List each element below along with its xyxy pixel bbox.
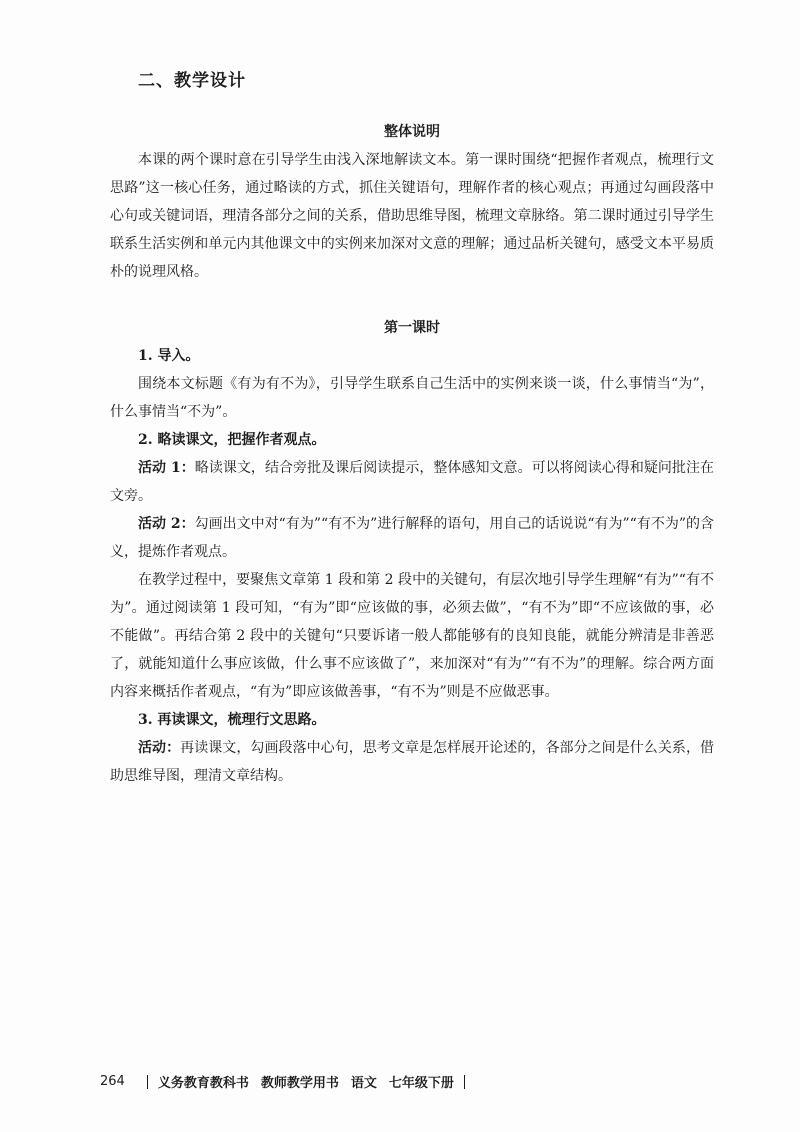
footer-grade: 七年级下册 [388, 1076, 454, 1091]
page-footer [100, 1072, 475, 1091]
step1-heading: 1. 导入。 [138, 348, 200, 364]
activity1-label: 活动 1： [138, 460, 195, 476]
footer-divider-end [464, 1075, 465, 1089]
step3-activity-paragraph [110, 734, 714, 790]
step2-heading: 2. 略读课文，把握作者观点。 [138, 432, 326, 448]
footer-subject: 语文 [350, 1076, 377, 1091]
step3-activity-text: 再读课文，勾画段落中心句，思考文章是怎样展开论述的，各部分之间是什么关系，借助思维导图，理清文章结构。 [110, 740, 715, 784]
section-heading: 二、教学设计 [138, 71, 246, 91]
activity1-paragraph [110, 454, 714, 510]
footer-book-series: 义务教育教科书 [157, 1076, 249, 1091]
step3-activity-label: 活动： [138, 740, 181, 756]
activity2-text: 勾画出文中对“有为”“有不为”进行解释的语句，用自己的话说说“有为”“有不为”的含义，提炼作者观点。 [110, 516, 714, 560]
step1-text: 围绕本文标题《有为有不为》，引导学生联系自己生活中的实例来谈一谈，什么事情当“为”，什么事情当“不为”。 [110, 376, 714, 420]
page-number: 264 [100, 1074, 125, 1089]
step2-explanation: 在教学过程中，要聚焦文章第 1 段和第 2 段中的关键句，有层次地引导学生理解“有为”“有不为”。通过阅读第 1 段可知，“有为”即“应该做的事，必须去做”，“有不为”即“不应该做的事，必不能做”。再结合第 2 段中的关键句“只要诉诸一般人都能够有的良知良能，就能分辨清是非善恶了，就能知道什么事应该做，什么事不应该做了”，来加深对“有为”“有不为”的理解。综合两方面内容来概括作者观点，“有为”即应该做善事，“有不为”则是不应做恶事。 [110, 572, 714, 700]
overall-title: 整体说明 [384, 124, 440, 140]
step3-heading: 3. 再读课文，梳理行文思路。 [138, 712, 326, 728]
activity2-label: 活动 2： [138, 516, 195, 532]
overall-paragraph: 本课的两个课时意在引导学生由浅入深地解读文本。第一课时围绕“把握作者观点，梳理行文思路”这一核心任务，通过略读的方式，抓住关键语句，理解作者的核心观点；再通过勾画段落中心句或关键词语，理清各部分之间的关系，借助思维导图，梳理文章脉络。第二课时通过引导学生联系生活实例和单元内其他课文中的实例来加深对文意的理解；通过品析关键句，感受文本平易质朴的说理风格。 [110, 152, 714, 280]
activity1-text: 略读课文，结合旁批及课后阅读提示，整体感知文意。可以将阅读心得和疑问批注在文旁。 [110, 460, 715, 504]
lesson1-title: 第一课时 [384, 320, 440, 336]
page-content [110, 118, 714, 790]
activity2-paragraph [110, 510, 714, 566]
footer-divider [147, 1075, 148, 1089]
footer-guide: 教师教学用书 [260, 1076, 339, 1091]
